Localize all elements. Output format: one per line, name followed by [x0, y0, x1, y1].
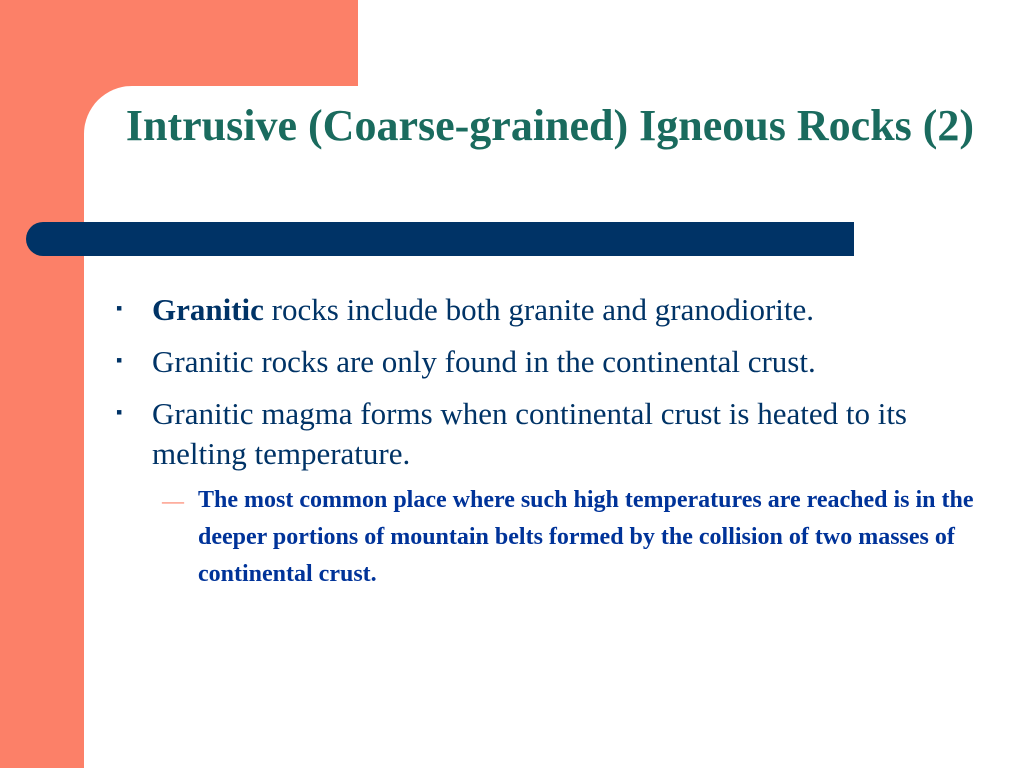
sub-bullet-item [110, 482, 990, 593]
sub-bullet-text: The most common place where such high temperatures are reached is in the deeper portions of mountain belts formed by the collision of two masses of continental crust. [198, 487, 974, 587]
bullet-marker-icon: ▪ [116, 402, 123, 422]
bullet-item-2 [110, 342, 990, 382]
bullet-marker-icon: ▪ [116, 350, 123, 370]
bullet-item-1 [110, 290, 990, 330]
bullet-bold-term: Granitic [152, 292, 264, 327]
bullet-list [110, 290, 990, 593]
bullet-marker-icon: ▪ [116, 298, 123, 318]
bullet-text: rocks include both granite and granodiorite. [263, 292, 815, 327]
title-divider-bar [26, 222, 854, 256]
slide-title: Intrusive (Coarse-grained) Igneous Rocks (2) [125, 101, 975, 150]
dash-marker-icon: — [162, 488, 184, 513]
bullet-item-3 [110, 394, 990, 474]
bullet-text: Granitic magma forms when continental crust is heated to its melting temperature. [152, 396, 907, 471]
bullet-text: Granitic rocks are only found in the continental crust. [152, 344, 816, 379]
